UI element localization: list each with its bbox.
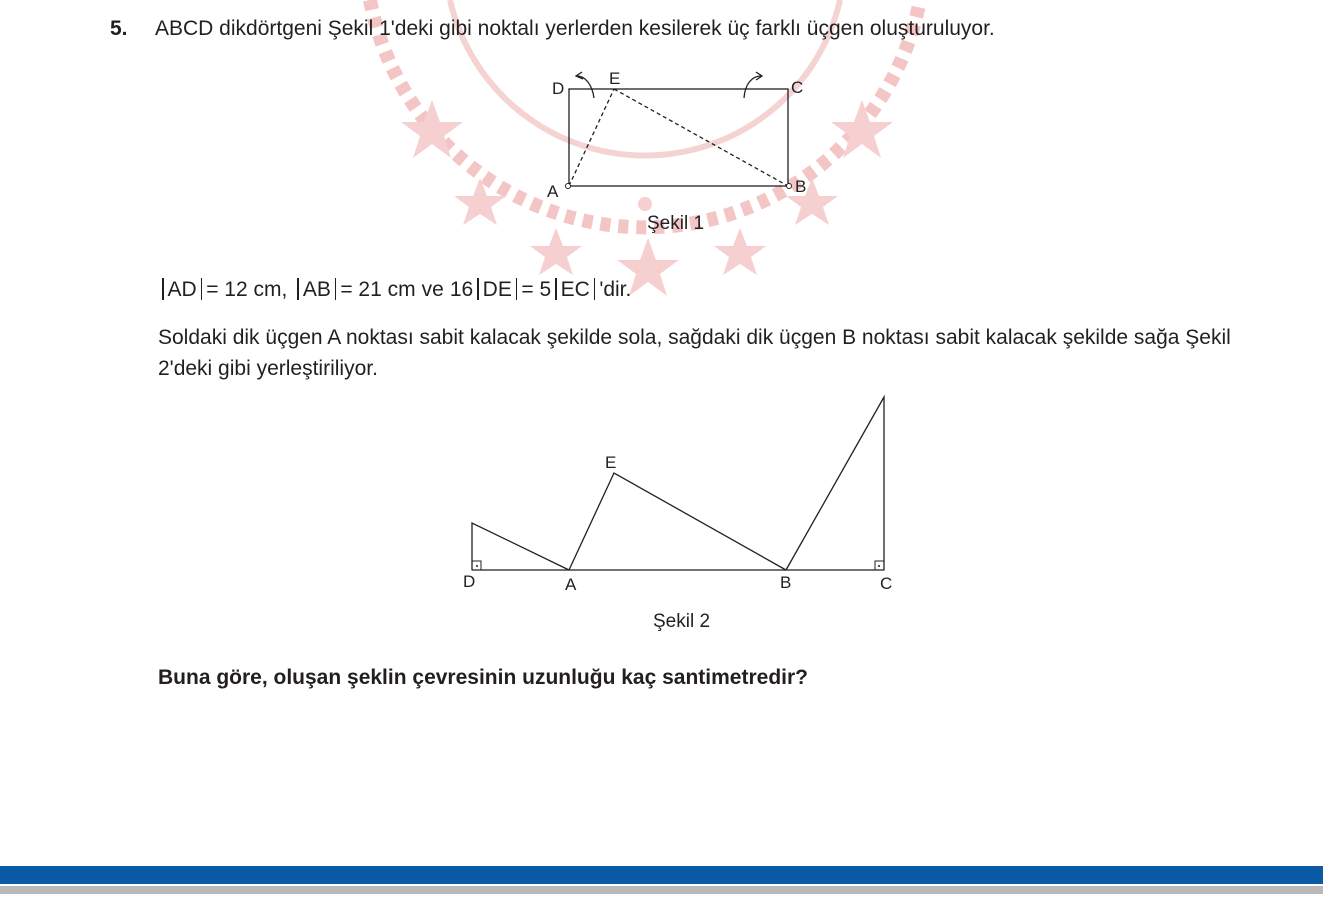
figure-1 <box>0 0 1323 260</box>
abs-bar <box>555 278 557 300</box>
abs-bar <box>477 278 479 300</box>
fig1-caption: Şekil 1 <box>647 213 705 234</box>
fig2-label-e: E <box>605 453 617 472</box>
fold-arrow-left-head <box>576 72 583 79</box>
fig2-label-b: B <box>780 573 792 592</box>
abs-bar <box>594 278 596 300</box>
segment-ab-value: = 21 cm <box>340 278 416 301</box>
question-number: 5. <box>110 17 128 40</box>
fig2-label-a: A <box>565 575 577 594</box>
rectangle-abcd <box>569 89 788 186</box>
fig1-label-c: C <box>791 78 804 97</box>
description-paragraph: Soldaki dik üçgen A noktası sabit kalacak şekilde sola, sağdaki dik üçgen B noktası sabit kalacak şekilde sağa Şekil 2'deki gibi yerleştiriliyor. <box>158 326 1231 380</box>
pivot-a <box>566 184 571 189</box>
cut-line-eb <box>614 89 788 186</box>
fig1-label-d: D <box>552 79 565 98</box>
given-measures <box>158 278 631 302</box>
question-text: ABCD dikdörtgeni Şekil 1'deki gibi noktalı yerlerden kesilerek üç farklı üçgen oluşturuluyor. <box>155 17 995 40</box>
question-prompt: Buna göre, oluşan şeklin çevresinin uzunluğu kaç santimetredir? <box>158 666 808 689</box>
abs-bar <box>516 278 518 300</box>
abs-bar <box>162 278 164 300</box>
fig2-caption: Şekil 2 <box>653 611 711 632</box>
fig1-label-a: A <box>547 182 559 201</box>
fold-arrow-left <box>577 76 594 98</box>
given-suffix: 'dir. <box>599 278 632 301</box>
connector-ve: ve <box>421 278 444 301</box>
abs-bar <box>297 278 299 300</box>
segment-de-label: DE <box>482 278 512 301</box>
segment-ad-label: AD <box>167 278 197 301</box>
coefficient-de: 16 <box>449 278 474 301</box>
fig2-label-d: D <box>463 572 476 591</box>
segment-ec-label: EC <box>560 278 590 301</box>
footer-blue-bar <box>0 866 1323 884</box>
cut-line-ae <box>569 89 614 186</box>
fold-arrow-right <box>744 76 761 98</box>
equals-five: = 5 <box>521 278 552 301</box>
fig2-label-c: C <box>880 574 893 593</box>
pivot-b <box>787 184 792 189</box>
segment-ab-label: AB <box>302 278 331 301</box>
fig1-label-e: E <box>609 69 621 88</box>
abs-bar <box>335 278 337 300</box>
segment-ad-value: = 12 cm, <box>206 278 288 301</box>
footer-grey-bar <box>0 886 1323 894</box>
abs-bar <box>201 278 203 300</box>
fig1-label-b: B <box>795 177 807 196</box>
